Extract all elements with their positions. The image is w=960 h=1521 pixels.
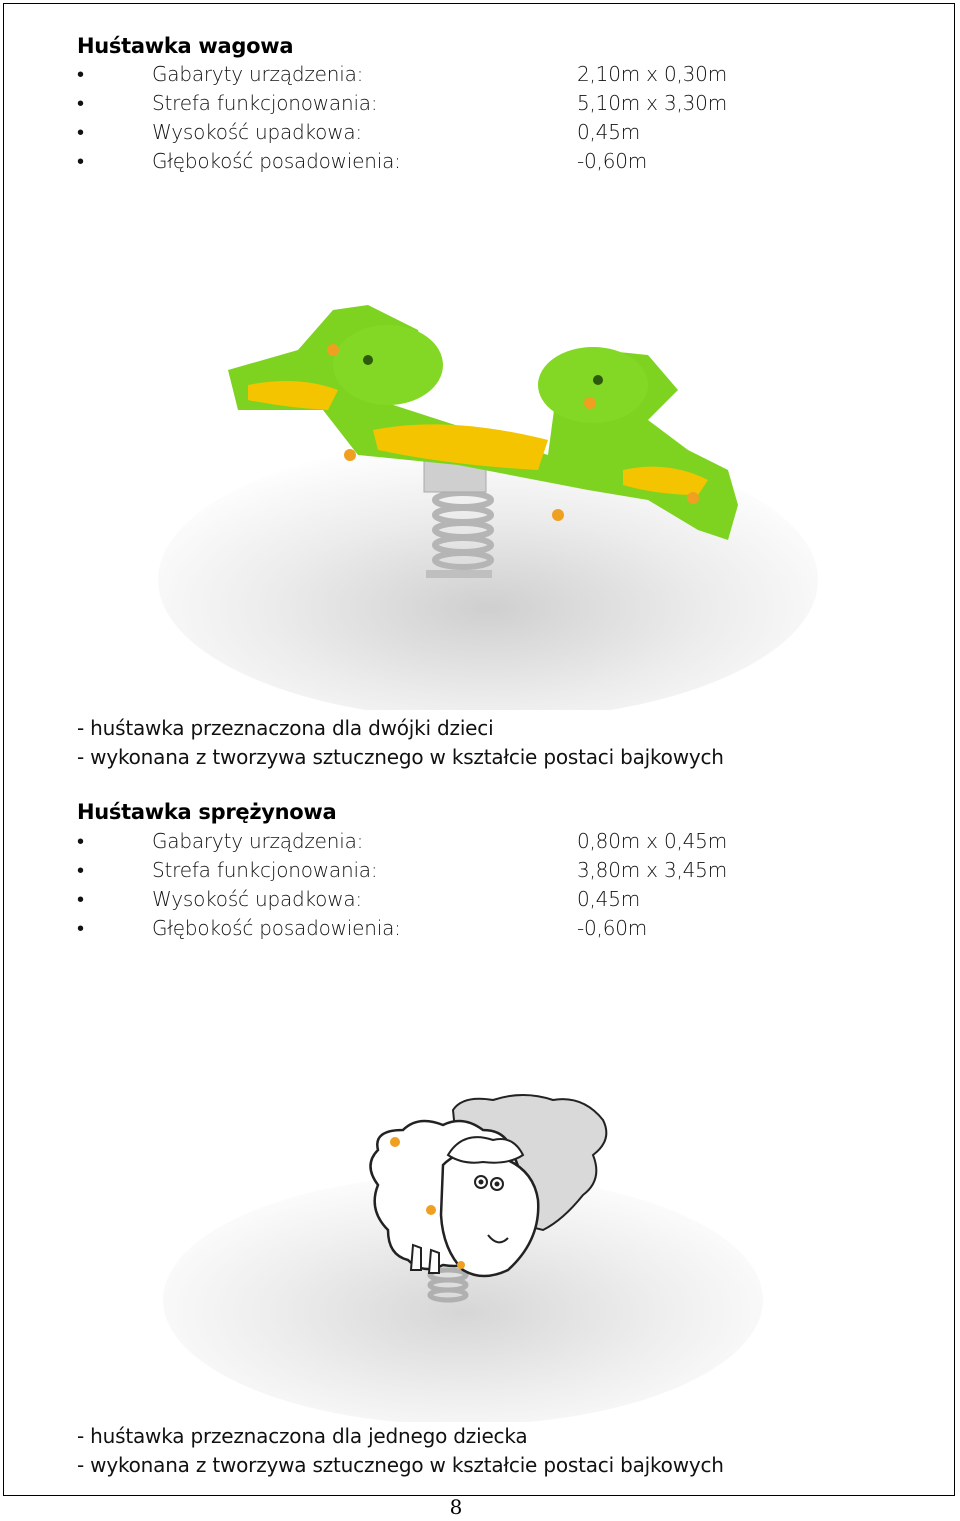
spec-label: Gabaryty urządzenia: (152, 829, 364, 853)
bullet: • (77, 149, 84, 173)
spec-value: 0,45m (577, 120, 641, 144)
spec-row-fall-height (77, 120, 777, 149)
bullet: • (77, 91, 84, 115)
spec-row-dimensions (77, 62, 777, 91)
description-line: - huśtawka przeznaczona dla jednego dziecka (77, 1424, 528, 1448)
spec-label: Gabaryty urządzenia: (152, 62, 364, 86)
spec-row-foundation-depth (77, 916, 777, 945)
spec-row-fall-height (77, 887, 777, 916)
spring-base (426, 570, 492, 578)
spec-list-seesaw (77, 62, 777, 178)
spec-row-foundation-depth (77, 149, 777, 178)
bullet: • (77, 916, 84, 940)
bullet: • (77, 858, 84, 882)
spec-label: Głębokość posadowienia: (152, 149, 401, 173)
spec-label: Wysokość upadkowa: (152, 120, 362, 144)
spec-value: 5,10m x 3,30m (577, 91, 727, 115)
section-title-spring-rider: Huśtawka sprężynowa (77, 800, 337, 824)
spec-label: Głębokość posadowienia: (152, 916, 401, 940)
spec-value: -0,60m (577, 916, 648, 940)
spec-row-zone (77, 858, 777, 887)
spec-label: Strefa funkcjonowania: (152, 91, 378, 115)
seesaw-render-image (128, 290, 840, 710)
description-line: - wykonana z tworzywa sztucznego w kształcie postaci bajkowych (77, 745, 724, 769)
spec-row-dimensions (77, 829, 777, 858)
dragon-head-right (538, 347, 648, 423)
spec-value: 2,10m x 0,30m (577, 62, 727, 86)
description-line: - huśtawka przeznaczona dla dwójki dzieci (77, 716, 494, 740)
spec-label: Strefa funkcjonowania: (152, 858, 378, 882)
bullet: • (77, 62, 84, 86)
spec-value: 3,80m x 3,45m (577, 858, 727, 882)
sheep-render-image (163, 1070, 805, 1422)
spec-list-spring-rider (77, 829, 777, 945)
spec-label: Wysokość upadkowa: (152, 887, 362, 911)
spec-value: -0,60m (577, 149, 648, 173)
bullet: • (77, 120, 84, 144)
section-title-seesaw: Huśtawka wagowa (77, 34, 294, 58)
dragon-head-left (333, 325, 443, 405)
bullet: • (77, 829, 84, 853)
spec-value: 0,45m (577, 887, 641, 911)
spec-row-zone (77, 91, 777, 120)
description-line: - wykonana z tworzywa sztucznego w kształcie postaci bajkowych (77, 1453, 724, 1477)
page-number: 8 (449, 1495, 463, 1519)
bullet: • (77, 887, 84, 911)
spec-value: 0,80m x 0,45m (577, 829, 727, 853)
